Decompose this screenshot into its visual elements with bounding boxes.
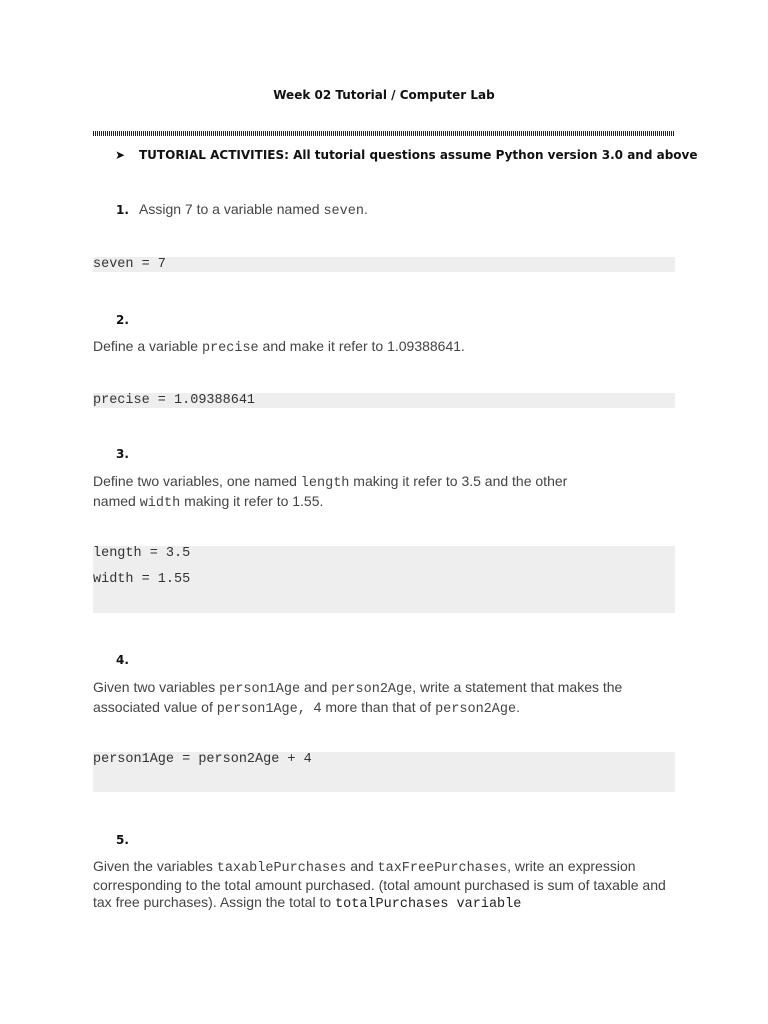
inline-code: person1Age: [219, 682, 301, 697]
code-line: precise = 1.09388641: [93, 393, 256, 408]
question-3-text: Define two variables, one named length making it refer to 3.5 and the other named width making it refer to 1.55.: [93, 473, 568, 511]
question-4-number: 4.: [116, 653, 129, 667]
arrow-bullet-icon: ➤: [115, 148, 126, 162]
inline-code: precise: [201, 341, 259, 356]
inline-code: taxFreePurchases: [377, 861, 508, 876]
code-line: seven = 7: [93, 257, 166, 272]
page-title: Week 02 Tutorial / Computer Lab: [273, 88, 495, 102]
inline-code: person2Age: [331, 682, 413, 697]
question-1-number: 1.: [116, 203, 129, 217]
inline-code: width: [139, 496, 181, 511]
answer-code-block-3: [93, 546, 675, 613]
question-5-number: 5.: [116, 833, 129, 847]
inline-code: totalPurchases variable: [335, 897, 522, 912]
question-5-text: Given the variables taxablePurchases and taxFreePurchases, write an expression corresponding to the total amount purchased. (total amount purchased is sum of taxable and tax free purchases). Assign the total to totalPurchases variable: [93, 858, 666, 912]
answer-code-block-2: [93, 393, 675, 408]
answer-code-block-1: [93, 257, 675, 272]
answer-code-block-4: [93, 752, 675, 792]
question-3-number: 3.: [116, 447, 129, 461]
dotted-divider: [93, 131, 675, 136]
question-1-text: Assign 7 to a variable named seven.: [139, 201, 368, 219]
code-line: length = 3.5: [93, 546, 191, 561]
code-line: width = 1.55: [93, 572, 191, 587]
question-2-number: 2.: [116, 313, 129, 327]
inline-code: seven: [323, 204, 364, 219]
inline-code: length: [300, 476, 350, 491]
code-line: person1Age = person2Age + 4: [93, 752, 312, 767]
section-heading: TUTORIAL ACTIVITIES: All tutorial questions assume Python version 3.0 and above: [139, 148, 698, 162]
inline-code: person2Age: [435, 702, 517, 717]
inline-code: taxablePurchases: [216, 861, 347, 876]
question-2-text: Define a variable precise and make it refer to 1.09388641.: [93, 338, 465, 356]
inline-code: person1Age,: [216, 702, 306, 717]
question-4-text: Given two variables person1Age and person2Age, write a statement that makes the associated value of person1Age, 4 more than that of person2Age.: [93, 679, 623, 717]
